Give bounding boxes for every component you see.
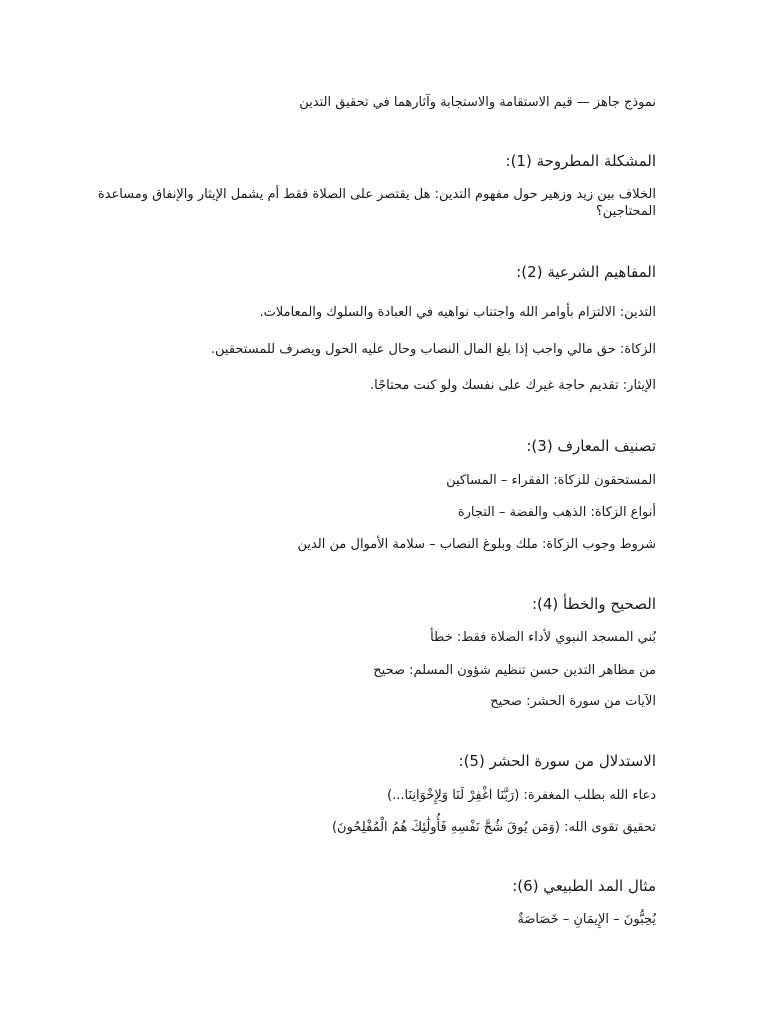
problem-text: الخلاف بين زيد وزهير حول مفهوم التدين: هل يقتصر على الصلاة فقط أم يشمل الإيثار والإنفاق ومساعدة المحتاجين؟: [97, 187, 656, 219]
section-heading-true-false: الصحيح والخطأ (4):: [531, 595, 656, 613]
classification-recipients: المستحقون للزكاة: الفقراء – المساكين: [446, 473, 656, 488]
section-heading-concepts: المفاهيم الشرعية (2):: [516, 263, 656, 281]
classification-types: أنواع الزكاة: الذهب والفضة – التجارة: [457, 505, 656, 520]
section-heading-madd: مثال المد الطبيعي (6):: [512, 877, 656, 895]
document-title: نموذج جاهز — قيم الاستقامة والاستجابة وآثارهما في تحقيق التدين: [299, 95, 656, 110]
true-false-item: من مظاهر التدين حسن تنظيم شؤون المسلم: صحيح: [373, 663, 656, 678]
concept-tadayyun: التدين: الالتزام بأوامر الله واجتناب نواهيه في العبادة والسلوك والمعاملات.: [259, 305, 656, 320]
section-heading-problem: المشكلة المطروحة (1):: [505, 152, 656, 170]
section-heading-evidence: الاستدلال من سورة الحشر (5):: [458, 752, 656, 770]
true-false-item: الآيات من سورة الحشر: صحيح: [490, 694, 656, 709]
concept-zakat: الزكاة: حق مالي واجب إذا بلغ المال النصاب وحال عليه الحول ويصرف للمستحقين.: [210, 342, 656, 357]
concept-ithar: الإيثار: تقديم حاجة غيرك على نفسك ولو كنت محتاجًا.: [370, 378, 656, 393]
evidence-taqwa: تحقيق تقوى الله: (وَمَن يُوقَ شُحَّ نَفْسِهِ فَأُولَٰئِكَ هُمُ الْمُفْلِحُونَ): [331, 820, 656, 835]
section-heading-classification: تصنيف المعارف (3):: [526, 437, 656, 455]
true-false-item: بُني المسجد النبوي لأداء الصلاة فقط: خطأ: [430, 630, 656, 645]
madd-examples: يُحِبُّونَ – الإِيمَانِ – خَصَاصَةٌ: [517, 912, 656, 927]
evidence-forgiveness: دعاء الله بطلب المغفرة: (رَبَّنَا اغْفِرْ لَنَا وَلِإِخْوَانِنَا...): [387, 788, 656, 803]
classification-conditions: شروط وجوب الزكاة: ملك وبلوغ النصاب – سلامة الأموال من الدين: [297, 537, 656, 552]
